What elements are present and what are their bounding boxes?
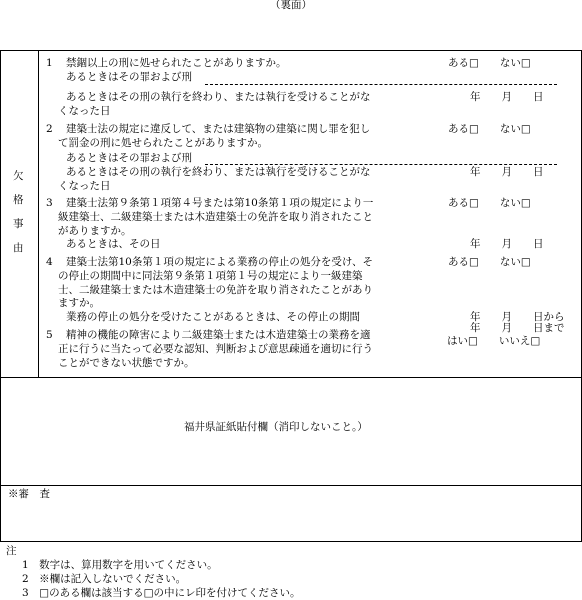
q4-text-a: 建築士法第10条第１項の規定による業務の停止の処分を受け、そ [66,256,373,268]
side-label-1: 欠 [13,170,24,182]
note-2: 2 ※欄は記入しないでください。 [22,573,187,585]
q2-number: 2 [46,123,53,135]
q1-number: 1 [46,57,53,69]
q2-sentence-end-label-b: くなった日 [58,180,111,192]
side-divider [38,50,39,377]
q3-revocation-date-label: あるときは、その日 [66,238,161,250]
q2-date-field[interactable]: 年 月 日 [470,166,544,178]
q1-text: 禁錮以上の刑に処せられたことがありますか。 [66,57,287,69]
q3-text-a: 建築士法第９条第１項第４号または第10条第１項の規定により一 [66,197,374,209]
q3-text-b: 級建築士、二級建築士または木造建築士の免許を取り消されたこと [58,211,373,223]
review-box [0,486,582,542]
q2-answer-checkboxes[interactable]: ある□ ない□ [448,123,531,135]
q1-date-field[interactable]: 年 月 日 [470,91,544,103]
q1-offense-fill-line [205,84,557,85]
side-label-4: 由 [13,242,24,254]
stamp-area-label: 福井県証紙貼付欄（消印しないこと。） [184,421,368,433]
q2-offense-label: あるときはその罪および刑 [66,152,192,164]
q5-number: 5 [46,329,53,341]
q1-sentence-end-label-b: くなった日 [58,105,111,117]
q1-sentence-end-label-a: あるときはその刑の執行を終わり、または執行を受けることがな [66,91,371,103]
q4-suspension-period-label: 業務の停止の処分を受けたことがあるときは、その停止の期間 [66,311,360,323]
q2-offense-fill-line [205,164,557,165]
q4-date-from-field[interactable]: 年 月 日から [470,311,565,323]
table-divider [0,377,582,378]
q4-text-b: の停止の期間中に同法第９条第１項第１号の規定により一級建築 [58,270,363,282]
review-label: ※審 査 [8,488,50,500]
notes-title: 注 [6,545,17,557]
q4-number: 4 [46,256,53,268]
q4-answer-checkboxes[interactable]: ある□ ない□ [448,256,531,268]
q4-text-c: 士、二級建築士または木造建築士の免許を取り消されたことがあり [58,284,373,296]
side-label-2: 格 [13,194,24,206]
q4-date-to-field[interactable]: 年 月 日まで [470,322,565,334]
q5-text-c: ことができない状態ですか。 [58,357,195,369]
q2-text-b: て罰金の刑に処せられたことがありますか。 [58,137,268,149]
q1-answer-checkboxes[interactable]: ある□ ない□ [448,57,531,69]
q2-text-a: 建築士法の規定に違反して、または建築物の建築に関し罪を犯し [66,123,371,135]
q2-sentence-end-label-a: あるときはその刑の執行を終わり、または執行を受けることがな [66,166,371,178]
q3-number: 3 [46,197,53,209]
note-3: 3 □のある欄は該当する□の中にレ印を付けてください。 [22,587,301,599]
q3-text-c: がありますか。 [58,225,132,237]
note-1: 1 数字は、算用数字を用いてください。 [22,559,218,571]
q5-answer-checkboxes[interactable]: はい□ いいえ□ [447,335,541,347]
q4-text-d: ますか。 [58,297,100,309]
q3-answer-checkboxes[interactable]: ある□ ない□ [448,197,531,209]
page-header: （裏面） [270,0,312,11]
q3-date-field[interactable]: 年 月 日 [470,238,544,250]
side-label-3: 事 [13,218,24,230]
q1-offense-label: あるときはその罪および刑 [66,71,192,83]
q5-text-a: 精神の機能の障害により二級建築士または木造建築士の業務を適 [66,329,371,341]
q5-text-b: 正に行うに当たって必要な認知、判断および意思疎通を適切に行う [58,343,373,355]
